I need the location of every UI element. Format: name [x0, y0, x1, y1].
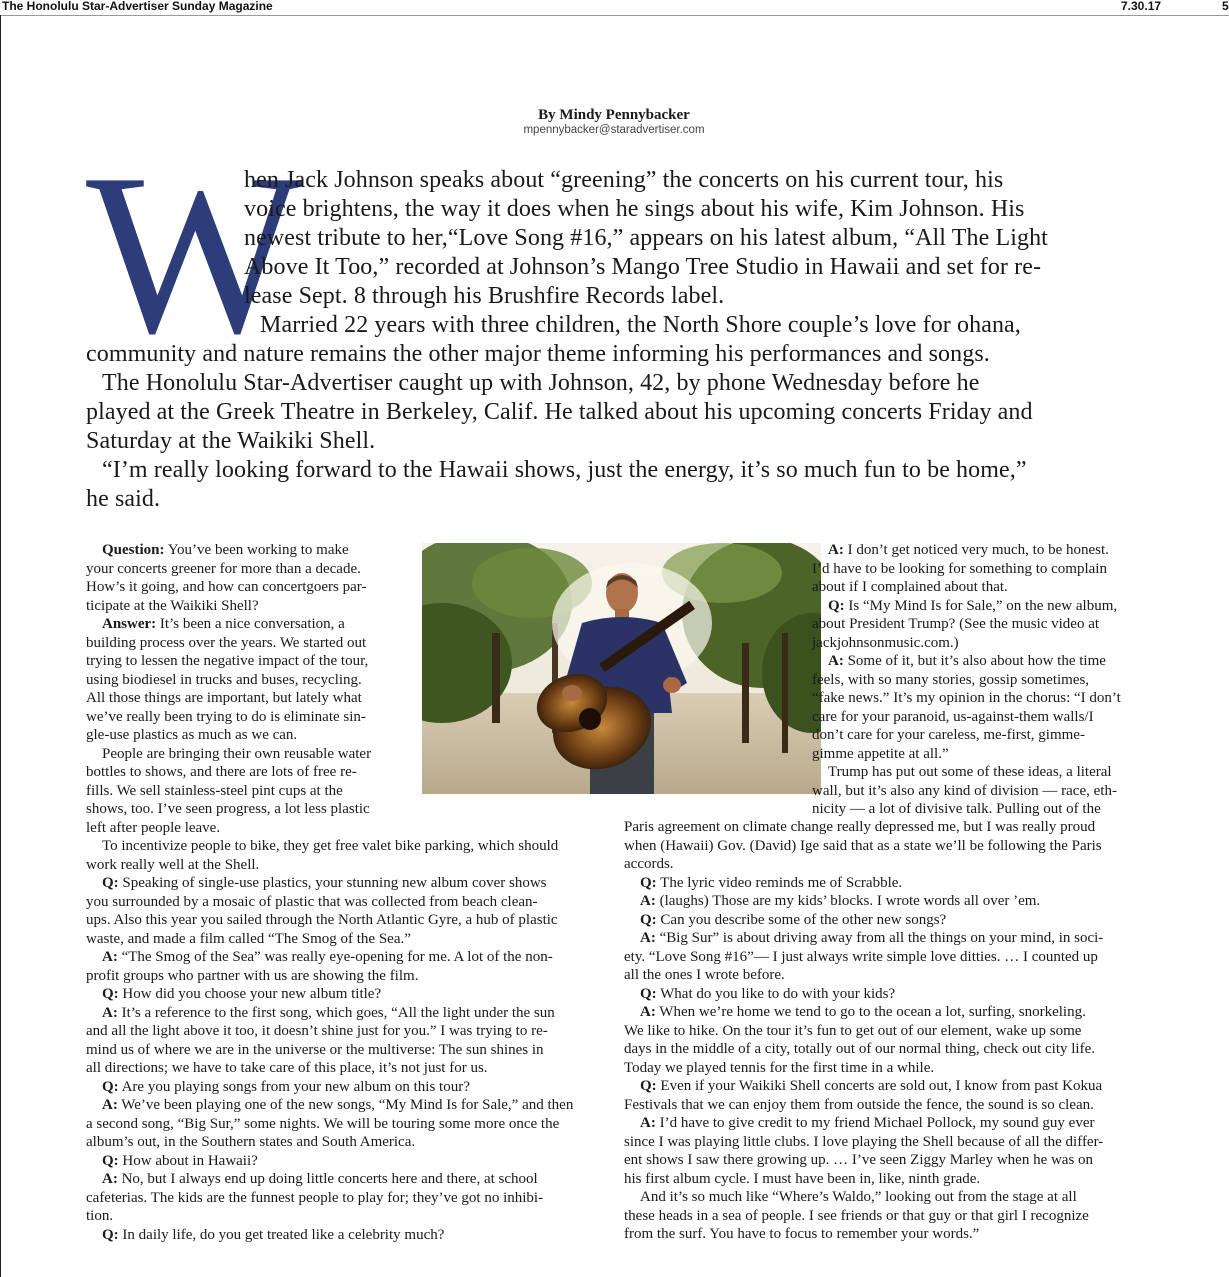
text-line: Q: Speaking of single-use plastics, your stunning new album cover shows: [102, 875, 547, 891]
text-line: A: “Big Sur” is about driving away from all the things on your mind, in soci-: [640, 930, 1104, 946]
text-line: and all the light above it too, it doesn’t shine just for you.” I was trying to re-: [86, 1023, 548, 1039]
text-line: Answer: It’s been a nice conversation, a: [102, 616, 345, 632]
text-line: accords.: [624, 856, 674, 872]
text-line: all directions; we have to take care of this place, it’s not just for us.: [86, 1060, 488, 1076]
text-line: waste, and made a film called “The Smog of the Sea.”: [86, 930, 411, 947]
text-line: cafeterias. The kids are the funnest people to play for; they’ve got no inhibi-: [86, 1189, 544, 1206]
text-line: fills. We sell stainless-steel pint cups at the: [86, 782, 343, 799]
lead-line: Married 22 years with three children, the North Shore couple’s love for ohana,: [260, 312, 1021, 338]
text-line: Question: You’ve been working to make: [102, 542, 349, 558]
text-line: building process over the years. We started out: [86, 634, 367, 651]
text-line: A: When we’re home we tend to go to the ocean a lot, surfing, snorkeling.: [640, 1004, 1086, 1020]
text-line: Q: Can you describe some of the other new songs?: [640, 911, 947, 928]
text-line: all the ones I wrote before.: [624, 967, 785, 983]
text-line: a second song, “Big Sur,” some nights. We will be touring some more once the: [86, 1115, 560, 1132]
column-3-wide: [624, 818, 1103, 1244]
text-line: shows, too. I’ve seen progress, a lot less plastic: [86, 801, 370, 817]
text-line: about if I complained about that.: [812, 579, 1008, 595]
text-line: People are bringing their own reusable water: [102, 745, 372, 762]
text-line: A: I’d have to give credit to my friend Michael Pollock, my sound guy ever: [640, 1115, 1095, 1131]
text-line: A: I don’t get noticed very much, to be honest.: [828, 542, 1109, 558]
column-1-narrow: [86, 541, 371, 837]
text-line: Paris agreement on climate change really depressed me, but I was really proud: [624, 819, 1096, 835]
text-line: Trump has put out some of these ideas, a literal: [828, 764, 1112, 780]
text-line: And it’s so much like “Where’s Waldo,” looking out from the stage at all: [640, 1189, 1077, 1205]
text-line: We like to hike. On the tour it’s fun to get out of our element, wake up some: [624, 1022, 1082, 1039]
text-line: A: We’ve been playing one of the new songs, “My Mind Is for Sale,” and then: [102, 1097, 574, 1113]
text-line: Q: Even if your Waikiki Shell concerts are sold out, I know from past Kokua: [640, 1078, 1103, 1094]
text-line: To incentivize people to bike, they get free valet bike parking, which should: [102, 838, 559, 854]
lead-line: The Honolulu Star-Advertiser caught up with Johnson, 42, by phone Wednesday before he: [102, 370, 980, 396]
publication-name: The Honolulu Star-Advertiser Sunday Magazine: [2, 0, 273, 13]
text-line: Q: Is “My Mind Is for Sale,” on the new album,: [828, 597, 1118, 614]
text-line: Q: How did you choose your new album title?: [102, 986, 382, 1002]
text-line: trying to lessen the negative impact of the tour,: [86, 653, 369, 669]
text-line: left after people leave.: [86, 819, 221, 836]
frame-rule-left: [0, 15, 1, 1277]
issue-date: 7.30.17: [1121, 0, 1162, 13]
musician-photo-illustration: [422, 543, 821, 794]
lead-line: community and nature remains the other major theme informing his performances and songs.: [86, 341, 990, 367]
text-line: Q: The lyric video reminds me of Scrabble.: [640, 874, 903, 891]
frame-rule-top: [0, 15, 1229, 16]
text-line: these heads in a sea of people. I see friends or that guy or that girl I recognize: [624, 1207, 1089, 1224]
text-line: Festivals that we can enjoy them from outside the fence, the sound is so clean.: [624, 1096, 1094, 1113]
text-line: profit groups who partner with us are showing the film.: [86, 967, 419, 984]
lead-line: voice brightens, the way it does when he sings about his wife, Kim Johnson. His: [244, 196, 1025, 222]
page-header: [0, 0, 1229, 15]
text-line: bottles to shows, and there are lots of free re-: [86, 764, 357, 780]
text-line: using biodiesel in trucks and buses, recycling.: [86, 671, 362, 688]
text-line: about President Trump? (See the music video at: [812, 616, 1100, 632]
text-line: work really well at the Shell.: [86, 856, 260, 873]
text-line: ticipate at the Waikiki Shell?: [86, 597, 259, 614]
column-3-narrow: [812, 541, 1121, 819]
article-photo: [422, 543, 821, 794]
text-line: A: (laughs) Those are my kids’ blocks. I wrote words all over ’em.: [640, 893, 1041, 909]
text-line: Q: What do you like to do with your kids?: [640, 985, 896, 1002]
text-line: feels, with so many stories, gossip sometimes,: [812, 671, 1090, 688]
text-line: gimme appetite at all.”: [812, 745, 949, 762]
text-line: Q: Are you playing songs from your new album on this tour?: [102, 1078, 470, 1095]
text-line: ety. “Love Song #16”— I just always write simple love ditties. … I counted up: [624, 948, 1098, 965]
text-line: tion.: [86, 1208, 114, 1224]
byline: [444, 106, 784, 137]
text-line: A: It’s a reference to the first song, which goes, “All the light under the sun: [102, 1004, 555, 1021]
text-line: Today we played tennis for the first time in a while.: [624, 1059, 935, 1076]
page-number: 5: [1222, 0, 1229, 13]
text-line: nicity — a lot of divisive talk. Pulling out of the: [812, 801, 1101, 817]
text-line: mind us of where we are in the universe or the multiverse: The sun shines in: [86, 1041, 544, 1058]
text-line: wall, but it’s also any kind of division — race, eth-: [812, 782, 1117, 799]
text-line: jackjohnsonmusic.com.): [812, 634, 959, 651]
text-line: Q: In daily life, do you get treated like a celebrity much?: [102, 1226, 445, 1243]
text-line: your concerts greener for more than a decade.: [86, 560, 361, 577]
text-line: care for your paranoid, us-against-them walls/I: [812, 708, 1094, 725]
text-line: you surrounded by a mosaic of plastic that was collected from beach clean-: [86, 893, 538, 910]
column-1-wide: [86, 837, 573, 1244]
text-line: album’s out, in the Southern states and South America.: [86, 1134, 416, 1150]
lead-line: hen Jack Johnson speaks about “greening” the concerts on his current tour, his: [244, 167, 1004, 193]
lead-line: lease Sept. 8 through his Brushfire Records label.: [244, 283, 725, 309]
text-line: How’s it going, and how can concertgoers par-: [86, 579, 367, 595]
text-line: “fake news.” It’s my opinion in the chorus: “I don’t: [812, 690, 1121, 706]
text-line: A: Some of it, but it’s also about how the time: [828, 653, 1106, 669]
text-line: All those things are important, but lately what: [86, 690, 362, 706]
text-line: A: “The Smog of the Sea” was really eye-opening for me. A lot of the non-: [102, 949, 553, 965]
text-line: A: No, but I always end up doing little concerts here and there, at school: [102, 1171, 538, 1187]
text-line: gle-use plastics as much as we can.: [86, 727, 298, 743]
text-line: from the surf. You have to focus to remember your words.”: [624, 1226, 980, 1242]
lead-line: played at the Greek Theatre in Berkeley, Calif. He talked about his upcoming concerts Friday and: [86, 399, 1033, 425]
text-line: don’t care for your careless, me-first, gimme-: [812, 727, 1085, 743]
text-line: we’ve really been trying to do is eliminate sin-: [86, 708, 366, 725]
text-line: ups. Also this year you sailed through the North Atlantic Gyre, a hub of plastic: [86, 912, 558, 928]
text-line: since I was playing little clubs. I love playing the Shell because of all the differ-: [624, 1133, 1104, 1150]
lead-line: he said.: [86, 486, 161, 512]
lead-line: Saturday at the Waikiki Shell.: [86, 428, 376, 454]
drop-cap: W: [86, 126, 304, 381]
lead-line: Above It Too,” recorded at Johnson’s Mango Tree Studio in Hawaii and set for re-: [244, 254, 1042, 280]
text-line: I’d have to be looking for something to complain: [812, 560, 1107, 577]
text-line: when (Hawaii) Gov. (David) Ige said that as a state we’ll be following the Paris: [624, 837, 1102, 854]
author-name: By Mindy Pennybacker: [538, 107, 690, 123]
author-email: mpennybacker@staradvertiser.com: [523, 124, 705, 136]
lead-line: “I’m really looking forward to the Hawaii shows, just the energy, it’s so much fun to be home,”: [102, 457, 1027, 483]
text-line: ent shows I saw there growing up. … I’ve seen Ziggy Marley when he was on: [624, 1152, 1094, 1168]
text-line: his first album cycle. I must have been in, like, ninth grade.: [624, 1170, 981, 1187]
lead-line: newest tribute to her,“Love Song #16,” appears on his latest album, “All The Light: [244, 225, 1048, 251]
text-line: days in the middle of a city, totally out of our normal thing, check out city life.: [624, 1041, 1095, 1057]
text-line: Q: How about in Hawaii?: [102, 1152, 258, 1169]
